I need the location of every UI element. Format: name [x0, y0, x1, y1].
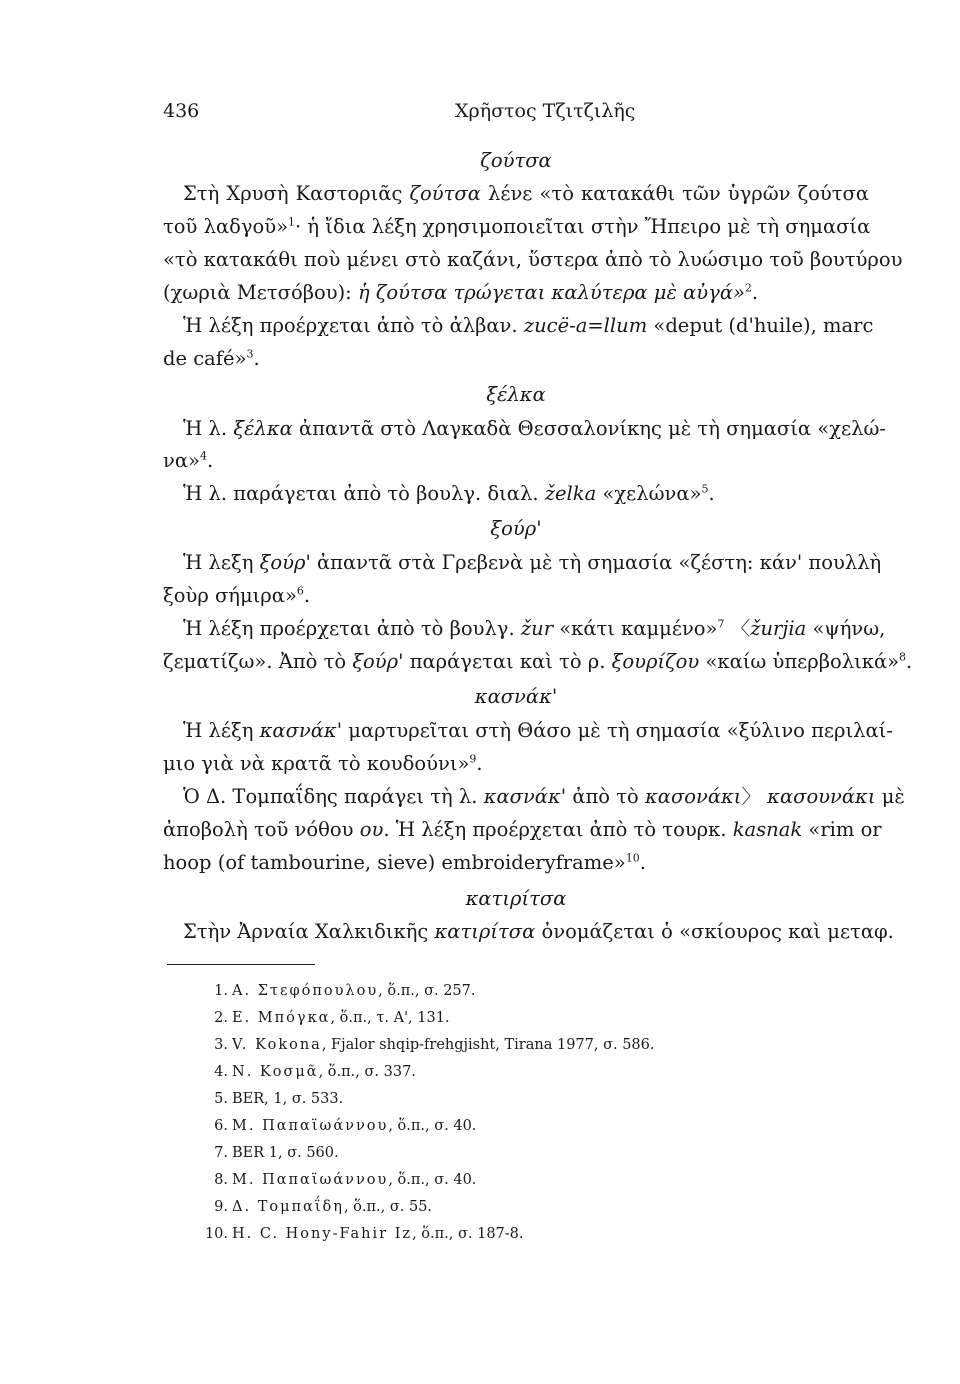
- footnote-ref[interactable]: 10: [625, 851, 640, 865]
- footnote-ref[interactable]: 1: [288, 215, 296, 229]
- footnote-ref[interactable]: 9: [469, 752, 477, 766]
- headword-zoutsa: ζούτσα: [480, 149, 552, 172]
- footnote-ref[interactable]: 6: [296, 584, 304, 598]
- paragraph-line: Ἡ λέξη προέρχεται ἀπὸ τὸ ἀλβαν. zucë-a=llum «deput (d'huile), marc: [183, 314, 874, 337]
- footnote: 3. V. Kokona, Fjalor shqip-frehgjisht, Tirana 1977, σ. 586.: [214, 1037, 655, 1053]
- paragraph-line: hoop (of tambourine, sieve) embroideryframe»$^{10}$.: [163, 851, 646, 874]
- paragraph-line: Ἡ λ. ξέλκα ἀπαντᾶ στὸ Λαγκαδὰ Θεσσαλονίκης μὲ τὴ σημασία «χελώ-: [183, 417, 886, 440]
- paragraph-line: τοῦ λαδγοῦ»$^1$· ἡ ἴδια λέξη χρησιμοποιεῖται στὴν Ἤπειρο μὲ τὴ σημασία: [163, 215, 871, 238]
- footnote: 2. Ε. Μπόγκα, ὅ.π., τ. Α', 131.: [214, 1010, 450, 1026]
- paragraph-line: Ἡ λέξη κασνάκ' μαρτυρεῖται στὴ Θάσο μὲ τὴ σημασία «ξύλινο περιλαί-: [183, 719, 893, 742]
- paragraph-line: de café»$^3$.: [163, 347, 260, 370]
- footnote: 4. Ν. Κοσμᾶ, ὅ.π., σ. 337.: [214, 1064, 416, 1080]
- paragraph-line: Ἡ λεξη ξούρ' ἀπαντᾶ στὰ Γρεβενὰ μὲ τὴ σημασία «ζέστη: κάν' πουλλὴ: [183, 551, 882, 574]
- headword-xour: ξούρ': [490, 517, 542, 540]
- footnote: 7. BER 1, σ. 560.: [214, 1145, 339, 1161]
- page-number: 436: [163, 100, 200, 122]
- headword-kasnak: κασνάκ': [474, 685, 558, 708]
- paragraph-line: «τὸ κατακάθι ποὺ μένει στὸ καζάνι, ὕστερα ἀπὸ τὸ λυώσιμο τοῦ βουτύρου: [163, 248, 903, 271]
- footnote-ref[interactable]: 2: [744, 281, 752, 295]
- paragraph-line: Στὴ Χρυσὴ Καστοριᾶς ζούτσα λένε «τὸ κατακάθι τῶν ὑγρῶν ζούτσα: [183, 182, 869, 205]
- paragraph-line: Ἡ λ. παράγεται ἀπὸ τὸ βουλγ. διαλ. želka «χελώνα»$^5$.: [183, 482, 715, 505]
- footnote: 5. BER, 1, σ. 533.: [214, 1091, 344, 1107]
- footnote: 6. Μ. Παπαϊωάννου, ὅ.π., σ. 40.: [214, 1118, 477, 1134]
- headword-xelka: ξέλκα: [486, 383, 546, 406]
- footnote-separator: [167, 964, 315, 965]
- footnote: 9. Δ. Τομπαΐδη, ὅ.π., σ. 55.: [214, 1199, 433, 1215]
- paragraph-line: Ὁ Δ. Τομπαΐδης παράγει τὴ λ. κασνάκ' ἀπὸ τὸ κασονάκι〉 κασουνάκι μὲ: [183, 785, 905, 808]
- footnote-ref[interactable]: 5: [701, 482, 709, 496]
- footnote-ref[interactable]: 7: [717, 617, 725, 631]
- paragraph-line: Στὴν Ἀρναία Χαλκιδικῆς κατιρίτσα ὀνομάζεται ὁ «σκίουρος καὶ μεταφ.: [183, 920, 894, 943]
- footnote-ref[interactable]: 3: [246, 347, 254, 361]
- paragraph-line: ξοὺρ σήμιρα»$^6$.: [163, 584, 311, 607]
- footnote-ref[interactable]: 4: [199, 449, 207, 463]
- paragraph-line: Ἡ λέξη προέρχεται ἀπὸ τὸ βουλγ. žur «κάτι καμμένο»$^7$ 〈žurjia «ψήνω,: [183, 617, 886, 640]
- paragraph-line: ζεματίζω». Ἀπὸ τὸ ξούρ' παράγεται καὶ τὸ ρ. ξουρίζου «καίω ὑπερβολικά»$^8$.: [163, 650, 913, 673]
- footnote-ref[interactable]: 8: [899, 650, 907, 664]
- paragraph-line: (χωριὰ Μετσόβου): ἡ ζούτσα τρώγεται καλύτερα μὲ αὐγά»$^2$.: [163, 281, 759, 304]
- paragraph-line: να»$^4$.: [163, 449, 214, 472]
- footnote: 10. H. C. Hony-Fahir Iz, ὅ.π., σ. 187-8.: [204, 1226, 524, 1242]
- footnote: 1. Α. Στεφόπουλου, ὅ.π., σ. 257.: [214, 983, 476, 999]
- running-head: Χρῆστος Τζιτζιλῆς: [455, 100, 636, 122]
- paragraph-line: ἀποβολὴ τοῦ νόθου ου. Ἡ λέξη προέρχεται ἀπὸ τὸ τουρκ. kasnak «rim or: [163, 818, 882, 841]
- paragraph-line: μιο γιὰ νὰ κρατᾶ τὸ κουδούνι»$^9$.: [163, 752, 483, 775]
- footnote: 8. Μ. Παπαϊωάννου, ὅ.π., σ. 40.: [214, 1172, 477, 1188]
- headword-katiritsa: κατιρίτσα: [465, 887, 567, 910]
